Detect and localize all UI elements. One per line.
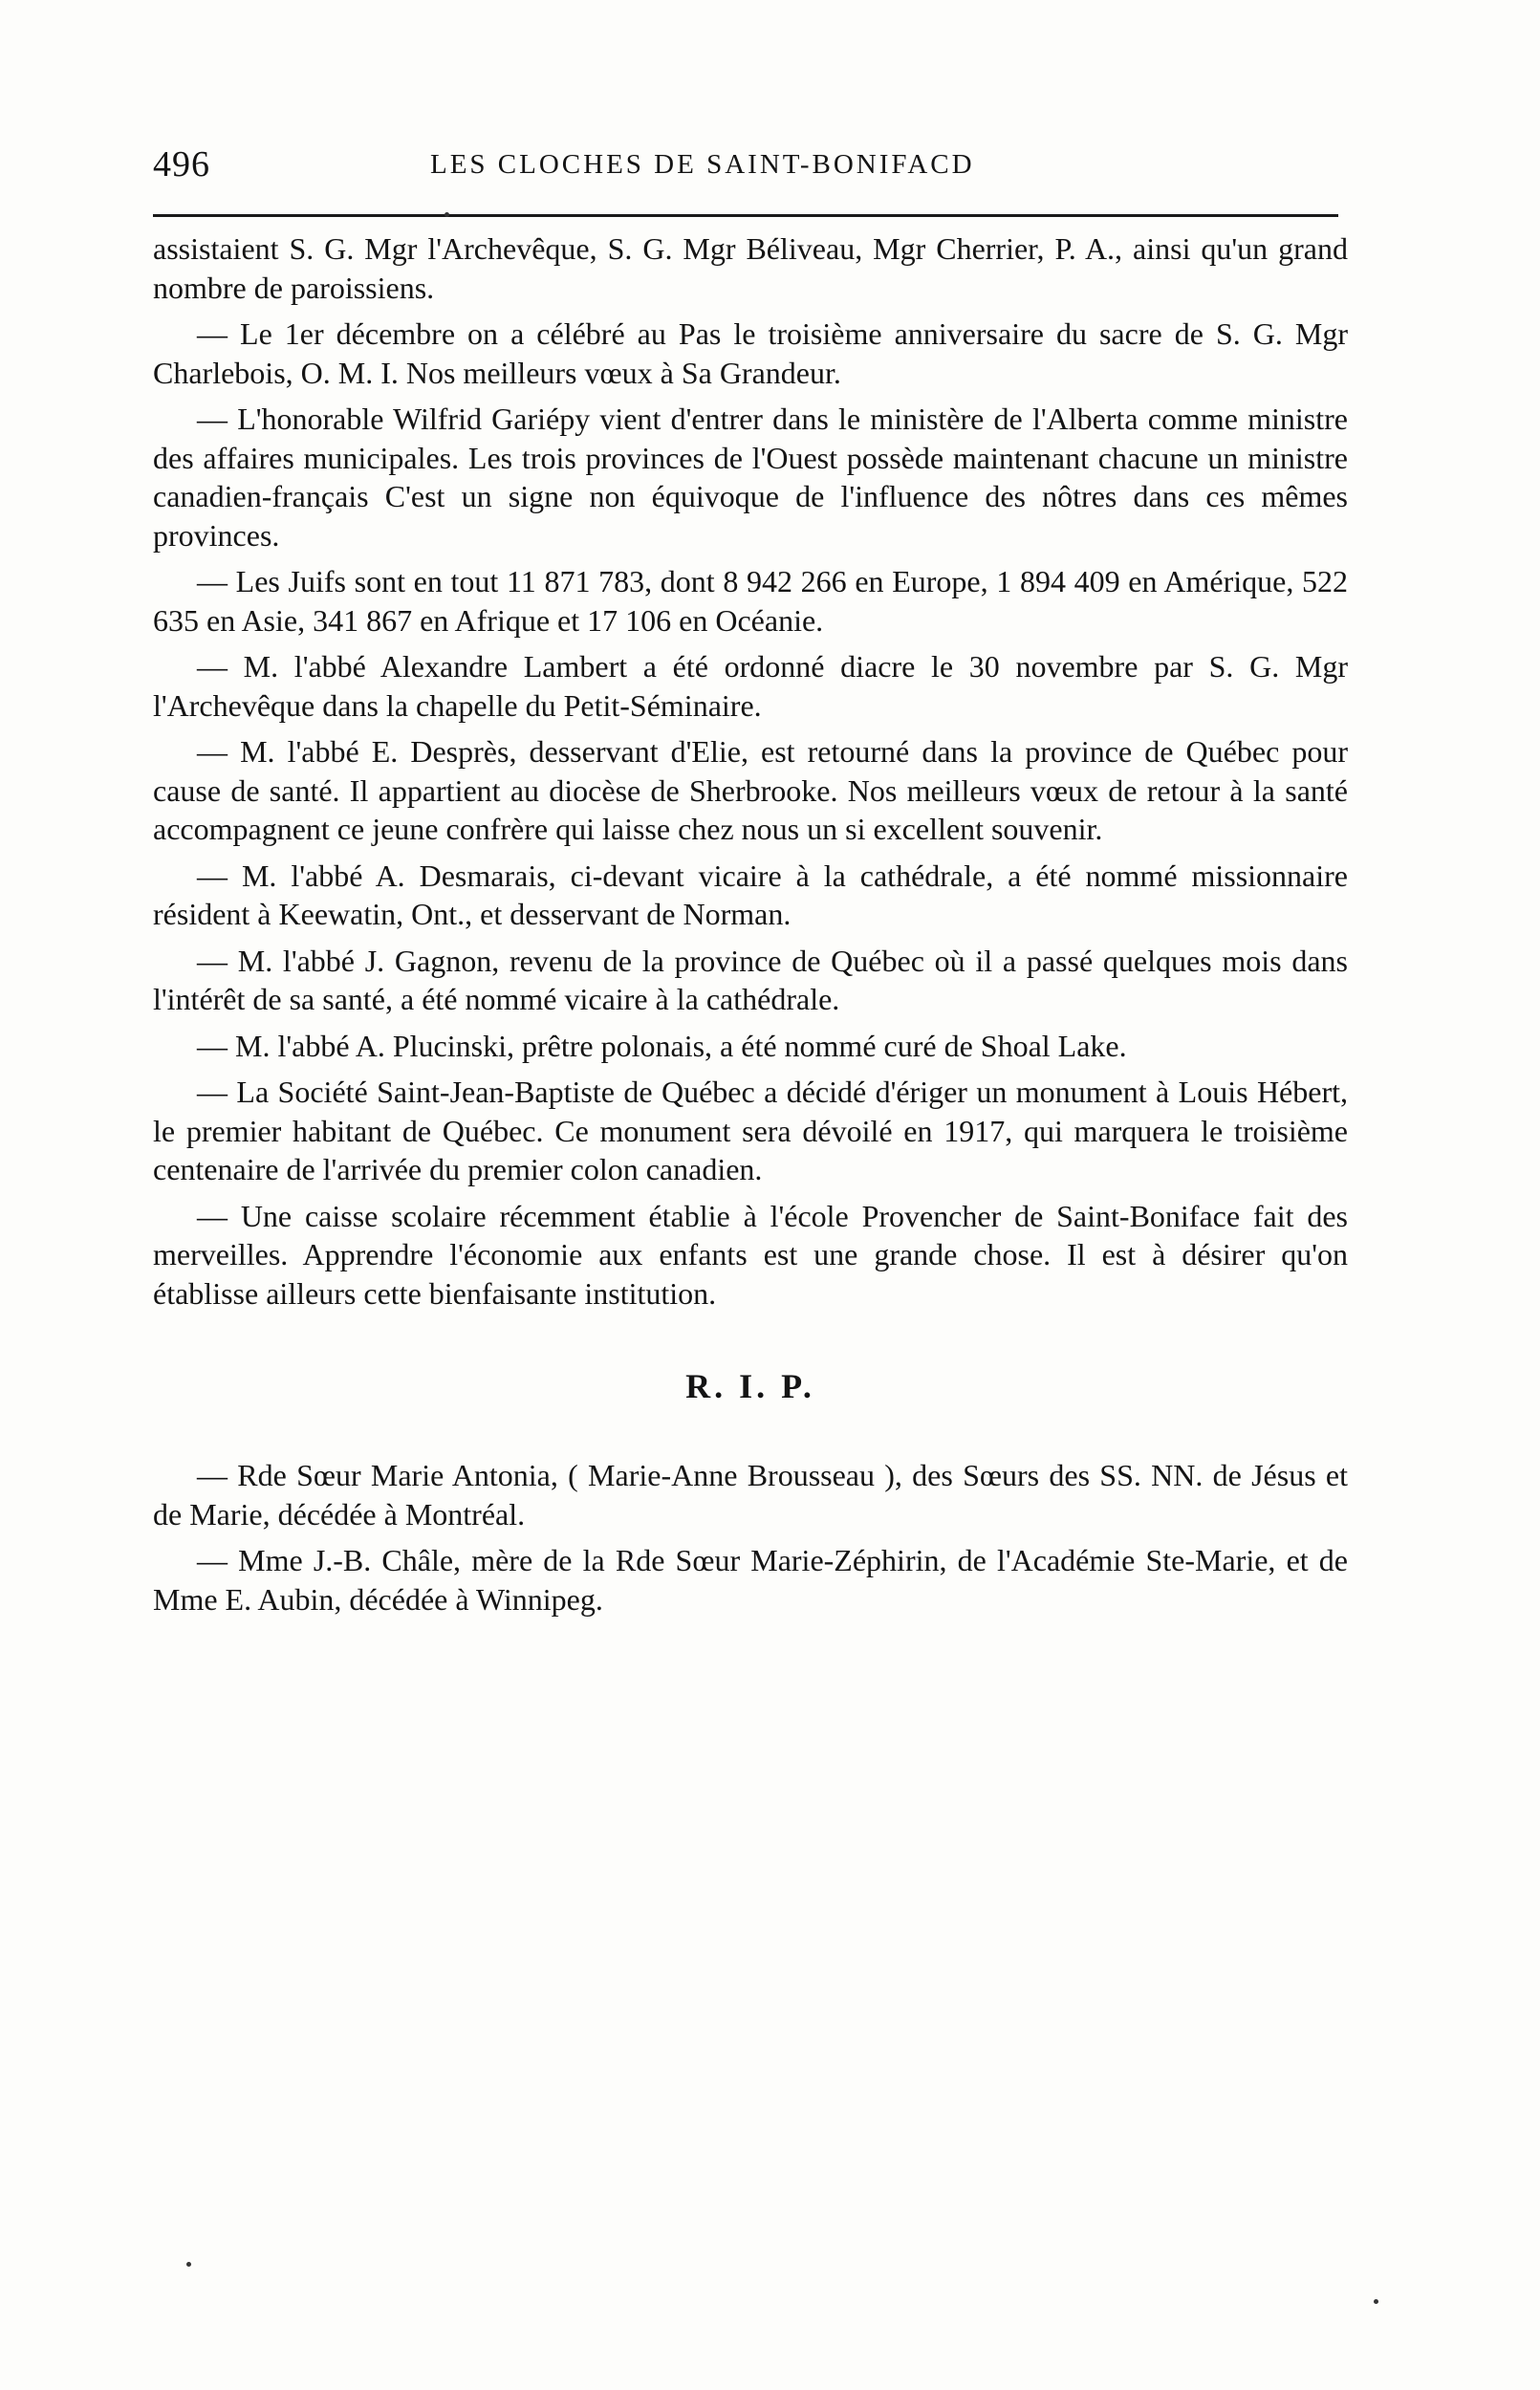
paragraph-news: — Le 1er décembre on a célébré au Pas le troisième anniversaire du sacre de S. G. Mgr Charlebois, O. M. I. Nos meilleurs vœux à Sa Grandeur. — [153, 316, 1348, 390]
paragraph-news: — L'honorable Wilfrid Gariépy vient d'entrer dans le ministère de l'Alberta comme ministre des affaires municipales. Les trois provinces de l'Ouest possède maintenant chacune un ministre canadien-français C'est un signe non équivoque de l'influence des nôtres dans ces mêmes provinces. — [153, 402, 1348, 553]
paragraph-news: — M. l'abbé A. Plucinski, prêtre polonais, a été nommé curé de Shoal Lake. — [197, 1028, 1127, 1063]
paragraph-continuation: assistaient S. G. Mgr l'Archevêque, S. G. Mgr Béliveau, Mgr Cherrier, P. A., ainsi qu'un grand nombre de paroissiens. — [153, 231, 1348, 305]
scan-speck — [186, 2262, 191, 2267]
page-header — [153, 143, 1348, 191]
header-rule — [153, 214, 1338, 217]
page-body — [153, 229, 1348, 1626]
paragraph-news: — La Société Saint-Jean-Baptiste de Québec a décidé d'ériger un monument à Louis Hébert, le premier habitant de Québec. Ce monument sera dévoilé en 1917, qui marquera le troisième centenaire de l'arrivée du premier colon canadien. — [153, 1075, 1348, 1186]
page-number: 496 — [153, 144, 210, 185]
paragraph-news: — M. l'abbé J. Gagnon, revenu de la province de Québec où il a passé quelques mois dans l'intérêt de sa santé, a été nommé vicaire à la cathédrale. — [153, 943, 1348, 1016]
scan-speck — [445, 212, 449, 217]
paragraph-news: — M. l'abbé A. Desmarais, ci-devant vicaire à la cathédrale, a été nommé missionnaire résident à Keewatin, Ont., et desservant de Norman. — [153, 858, 1348, 931]
paragraph-news: — M. l'abbé E. Desprès, desservant d'Elie, est retourné dans la province de Québec pour cause de santé. Il appartient au diocèse de Sherbrooke. Nos meilleurs vœux de retour à la santé accompagnent ce jeune confrère qui laisse chez nous un si excellent souvenir. — [153, 734, 1348, 846]
paragraph-news: — Les Juifs sont en tout 11 871 783, dont 8 942 266 en Europe, 1 894 409 en Amérique, 522 635 en Asie, 341 867 en Afrique et 17 106 en Océanie. — [153, 564, 1348, 638]
scan-speck — [1374, 2299, 1378, 2304]
paragraph-news: — Une caisse scolaire récemment établie à l'école Provencher de Saint-Boniface fait des merveilles. Apprendre l'économie aux enfants est une grande chose. Il est à désirer qu'on établisse ailleurs cette bienfaisante institution. — [153, 1198, 1348, 1311]
obituary-entry: — Mme J.-B. Châle, mère de la Rde Sœur Marie-Zéphirin, de l'Académie Ste-Marie, et de Mme E. Aubin, décédée à Winnipeg. — [153, 1543, 1348, 1617]
running-title: LES CLOCHES DE SAINT-BONIFACD — [430, 149, 975, 180]
obituary-entry: — Rde Sœur Marie Antonia, ( Marie-Anne Brousseau ), des Sœurs des SS. NN. de Jésus et de Marie, décédée à Montréal. — [153, 1458, 1348, 1532]
rip-heading: R. I. P. — [685, 1367, 815, 1405]
paragraph-news: — M. l'abbé Alexandre Lambert a été ordonné diacre le 30 novembre par S. G. Mgr l'Archevêque dans la chapelle du Petit-Séminaire. — [153, 649, 1348, 723]
